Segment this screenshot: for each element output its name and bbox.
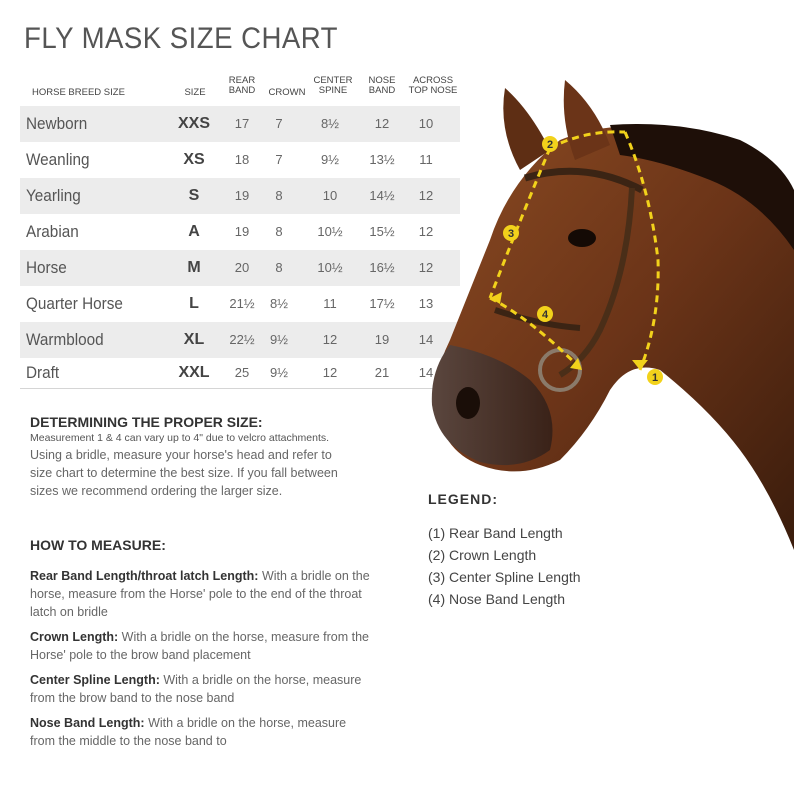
marker-1-label: 1: [651, 372, 659, 384]
determining-line: sizes we recommend ordering the larger size.: [30, 484, 283, 498]
header-nose: NOSE BAND: [368, 75, 396, 96]
legend-item: (4) Nose Band Length: [428, 591, 565, 607]
measure-label: Crown Length:: [30, 630, 119, 644]
nose-band-cell: 15½: [369, 224, 395, 239]
crown-cell: 9½: [269, 332, 289, 347]
measure-center-spline: [30, 671, 370, 707]
table-row: [20, 250, 460, 286]
measure-text: With a bridle on the horse, measure from the brow band to the nose band: [30, 673, 362, 705]
crown-cell: 7: [275, 116, 283, 131]
legend-list: [428, 522, 581, 610]
measure-text: With a bridle on the horse, measure from the Horse' pole to the end of the throat latch on bridle: [30, 569, 370, 619]
table-row: [20, 358, 460, 389]
crown-cell: 7: [275, 152, 283, 167]
header-crown: CROWN: [268, 87, 306, 98]
center-spine-cell: 8½: [320, 116, 340, 131]
center-spine-cell: 10: [322, 188, 338, 203]
table-row: [20, 322, 460, 358]
top-nose-cell: 14: [418, 365, 434, 380]
rear-band-cell: 18: [234, 152, 250, 167]
nose-band-cell: 17½: [369, 296, 395, 311]
header-breed: HORSE BREED SIZE: [32, 87, 125, 98]
size-cell: XS: [183, 151, 205, 168]
rear-band-cell: 20: [234, 260, 250, 275]
breed-cell: Newborn: [26, 114, 88, 133]
rear-band-cell: 22½: [229, 332, 255, 347]
header-size: SIZE: [184, 87, 206, 98]
table-row: [20, 214, 460, 250]
measure-label: Nose Band Length:: [30, 716, 145, 730]
legend-item: (1) Rear Band Length: [428, 525, 563, 541]
measure-text: With a bridle on the horse, measure from the middle to the nose band to: [30, 716, 347, 748]
top-nose-cell: 11: [419, 152, 433, 167]
rear-band-cell: 21½: [229, 296, 255, 311]
top-nose-cell: 12: [418, 224, 434, 239]
rear-band-cell: 19: [234, 224, 250, 239]
size-cell: L: [189, 295, 199, 312]
header-rear: REAR BAND: [228, 75, 256, 96]
horse-head-illustration: [410, 70, 794, 550]
legend-item: (3) Center Spline Length: [428, 569, 581, 585]
top-nose-cell: 10: [418, 116, 434, 131]
breed-cell: Horse: [26, 258, 67, 277]
table-row: [20, 106, 460, 142]
measure-label: Rear Band Length/throat latch Length:: [30, 569, 259, 583]
measure-rear-band: [30, 567, 370, 621]
legend-item: (2) Crown Length: [428, 547, 537, 563]
determining-line: size chart to determine the best size. If you fall between: [30, 466, 338, 480]
rear-band-cell: 25: [234, 365, 250, 380]
size-cell: XXS: [177, 115, 210, 132]
rear-band-cell: 17: [234, 116, 250, 131]
nose-band-cell: 16½: [369, 260, 395, 275]
marker-4-label: 4: [541, 309, 549, 321]
crown-cell: 8: [275, 224, 283, 239]
center-spine-cell: 12: [322, 332, 338, 347]
center-spine-cell: 9½: [320, 152, 340, 167]
marker-3-label: 3: [507, 228, 515, 240]
crown-cell: 8½: [269, 296, 289, 311]
breed-cell: Quarter Horse: [26, 294, 123, 313]
size-cell: M: [187, 259, 201, 276]
nose-band-cell: 13½: [369, 152, 395, 167]
determining-heading: DETERMINING THE PROPER SIZE:: [30, 414, 263, 430]
table-row: [20, 142, 460, 178]
page-title: FLY MASK SIZE CHART: [24, 22, 338, 55]
size-cell: A: [188, 223, 200, 240]
determining-line: Using a bridle, measure your horse's head and refer to: [30, 448, 332, 462]
breed-cell: Yearling: [26, 186, 81, 205]
top-nose-cell: 12: [418, 260, 434, 275]
breed-cell: Warmblood: [26, 330, 104, 349]
header-top-nose: ACROSS TOP NOSE: [408, 75, 458, 96]
measure-label: Center Spline Length:: [30, 673, 160, 687]
top-nose-cell: 12: [418, 188, 434, 203]
how-to-heading: HOW TO MEASURE:: [30, 537, 166, 553]
breed-cell: Draft: [26, 363, 60, 382]
center-spine-cell: 10½: [317, 260, 343, 275]
marker-2-label: 2: [546, 139, 554, 151]
table-row: [20, 286, 460, 322]
velcro-note: Measurement 1 & 4 can vary up to 4" due to velcro attachments.: [30, 432, 330, 444]
crown-cell: 9½: [269, 365, 289, 380]
table-row: [20, 178, 460, 214]
rear-band-cell: 19: [234, 188, 250, 203]
determining-text: [30, 446, 338, 500]
crown-cell: 8: [275, 260, 283, 275]
size-cell: XXL: [178, 364, 210, 381]
table-header: [20, 74, 460, 106]
nose-band-cell: 21: [374, 365, 390, 380]
header-spine: CENTER SPINE: [313, 75, 353, 96]
nose-band-cell: 14½: [369, 188, 395, 203]
breed-cell: Weanling: [26, 150, 90, 169]
horse-eye: [568, 229, 596, 247]
horse-nostril: [456, 387, 480, 419]
center-spine-cell: 12: [322, 365, 338, 380]
top-nose-cell: 13: [418, 296, 434, 311]
legend-title: LEGEND:: [428, 491, 498, 507]
center-spine-cell: 11: [323, 296, 337, 311]
measure-crown: [30, 628, 370, 664]
top-nose-cell: 14: [418, 332, 434, 347]
nose-band-cell: 19: [374, 332, 390, 347]
measure-text: With a bridle on the horse, measure from the Horse' pole to the brow band placement: [30, 630, 369, 662]
measure-nose-band: [30, 714, 370, 750]
crown-cell: 8: [275, 188, 283, 203]
breed-cell: Arabian: [26, 222, 79, 241]
size-table: [20, 74, 460, 389]
size-cell: S: [188, 187, 200, 204]
center-spine-cell: 10½: [317, 224, 343, 239]
size-cell: XL: [183, 331, 205, 348]
nose-band-cell: 12: [374, 116, 390, 131]
